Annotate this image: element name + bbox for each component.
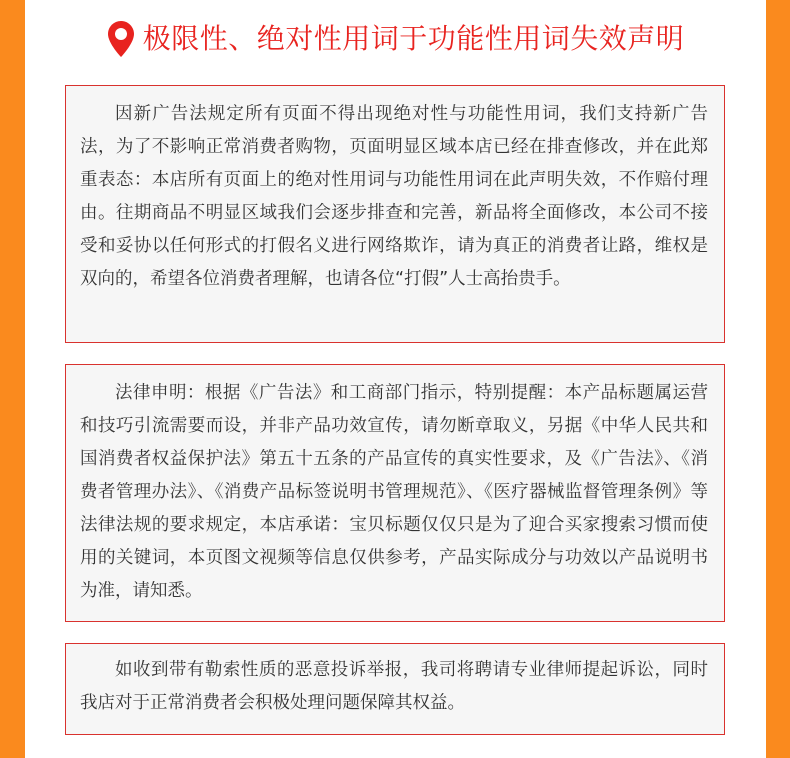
statement-box-legal <box>65 364 725 622</box>
statement-text: 如收到带有勒索性质的恶意投诉举报，我司将聘请专业律师提起诉讼，同时我店对于正常消费者会积极处理问题保障其权益。 <box>80 660 708 713</box>
statement-text: 法律申明：根据《广告法》和工商部门指示，特别提醒：本产品标题属运营和技巧引流需要而设，并非产品功效宣传，请勿断章取义，另据《中华人民共和国消费者权益保护法》第五十五条的产品宣传的真实性要求，及《广告法》、《消费者管理办法》、《消费产品标签说明书管理规范》、《医疗器械监督管理条例》等法律法规的要求规定，本店承诺：宝贝标题仅仅只是为了迎合买家搜索习惯而使用的关键词，本页图文视频等信息仅供参考，产品实际成分与功效以产品说明书为准，请知悉。 <box>80 383 708 601</box>
statement-box-ad-law <box>65 85 725 343</box>
header <box>25 14 766 64</box>
page-title: 极限性、绝对性用词于功能性用词失效声明 <box>142 22 685 55</box>
location-pin-icon <box>107 20 135 58</box>
statement-text: 因新广告法规定所有页面不得出现绝对性与功能性用词，我们支持新广告法，为了不影响正常消费者购物，页面明显区域本店已经在排查修改，并在此郑重表态：本店所有页面上的绝对性用词与功能性用词在此声明失效，不作赔付理由。往期商品不明显区域我们会逐步排查和完善，新品将全面修改，本公司不接受和妥协以任何形式的打假名义进行网络欺诈，请为真正的消费者让路，维权是双向的，希望各位消费者理解，也请各位“打假”人士高抬贵手。 <box>80 104 708 289</box>
statement-box-complaints <box>65 643 725 735</box>
content-panel <box>25 0 766 758</box>
